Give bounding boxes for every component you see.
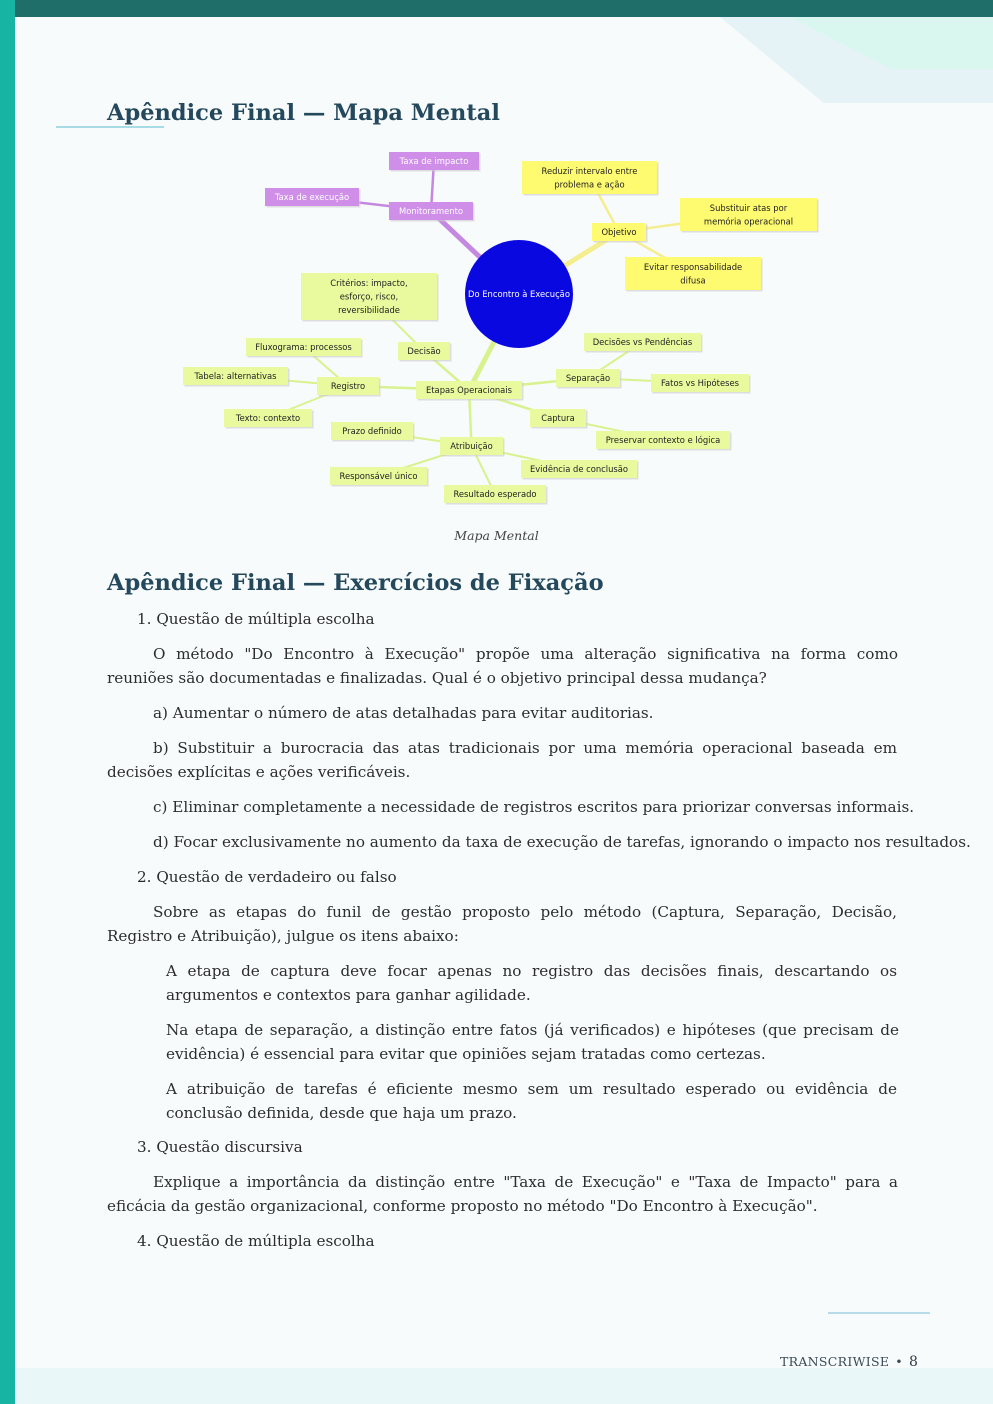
node-fatos-hipoteses bbox=[651, 374, 751, 394]
node-responsavel-unico-label: Responsável único bbox=[339, 471, 418, 481]
node-reduzir-intervalo bbox=[522, 161, 659, 196]
node-evidencia-conclusao bbox=[521, 460, 639, 480]
node-registro-label: Registro bbox=[330, 381, 366, 391]
node-tabela bbox=[183, 367, 290, 387]
node-resultado-esperado-label: Resultado esperado bbox=[453, 489, 537, 499]
node-resultado-esperado bbox=[444, 485, 548, 505]
top-bar bbox=[0, 0, 993, 17]
node-captura bbox=[530, 409, 588, 429]
node-monitoramento-label: Monitoramento bbox=[399, 206, 463, 216]
node-center-label: Do Encontro à Execução bbox=[468, 289, 570, 299]
node-evitar-responsabilidade bbox=[625, 257, 763, 292]
node-objetivo bbox=[592, 223, 648, 243]
heading-exercises: Apêndice Final — Exercícios de Fixação bbox=[107, 570, 604, 596]
footer-separator: • bbox=[895, 1354, 903, 1369]
q1-option-d: d) Focar exclusivamente no aumento da taxa de execução de tarefas, ignorando o impacto nos resultados. bbox=[153, 833, 971, 851]
node-substituir-atas bbox=[680, 198, 819, 233]
node-evidencia-conclusao-label: Evidência de conclusão bbox=[529, 464, 629, 474]
bottom-band bbox=[15, 1368, 993, 1404]
node-reduzir-intervalo-label: Reduzir intervalo entre problema e ação bbox=[541, 165, 638, 190]
node-objetivo-label: Objetivo bbox=[601, 227, 637, 237]
node-taxa-execucao bbox=[265, 188, 361, 208]
mind-map-caption: Mapa Mental bbox=[454, 528, 539, 543]
q2-item-2: Na etapa de separação, a distinção entre fatos (já verificados) e hipóteses (que precisam de evidência) é essencial para evitar que opiniões sejam tratadas como certezas. bbox=[166, 1021, 899, 1063]
heading-underline bbox=[56, 126, 164, 128]
node-decisoes-pendencias bbox=[584, 333, 703, 353]
node-decisoes-pendencias-label: Decisões vs Pendências bbox=[592, 337, 693, 347]
node-preservar-contexto bbox=[596, 431, 732, 451]
node-criterios bbox=[301, 273, 439, 322]
node-preservar-contexto-label: Preservar contexto e lógica bbox=[605, 435, 721, 445]
node-separacao-label: Separação bbox=[565, 373, 611, 383]
node-atribuicao-label: Atribuição bbox=[450, 441, 493, 451]
q4-title: 4. Questão de múltipla escolha bbox=[137, 1232, 375, 1250]
node-atribuicao bbox=[440, 437, 505, 457]
q3-body: Explique a importância da distinção entre "Taxa de Execução" e "Taxa de Impacto" para a eficácia da gestão organizacional, conforme proposto no método "Do Encontro à Execução". bbox=[107, 1173, 898, 1215]
node-monitoramento bbox=[389, 202, 475, 222]
q1-option-b: b) Substituir a burocracia das atas tradicionais por uma memória operacional baseada em decisões explícitas e ações verificáveis. bbox=[107, 739, 897, 781]
node-fluxograma-label: Fluxograma: processos bbox=[255, 342, 352, 352]
node-taxa-execucao-label: Taxa de execução bbox=[274, 192, 350, 202]
node-evitar-responsabilidade-label: Evitar responsabilidade difusa bbox=[643, 261, 743, 286]
page-number: 8 bbox=[908, 1354, 919, 1370]
left-accent-bar bbox=[0, 0, 15, 1404]
node-decisao-label: Decisão bbox=[407, 346, 441, 356]
node-captura-label: Captura bbox=[541, 413, 575, 423]
mind-map bbox=[180, 150, 820, 510]
node-tabela-label: Tabela: alternativas bbox=[194, 371, 277, 381]
footer-line bbox=[828, 1312, 930, 1314]
q1-body: O método "Do Encontro à Execução" propõe uma alteração significativa na forma como reuniões são documentadas e finalizadas. Qual é o objetivo principal dessa mudança? bbox=[107, 645, 898, 687]
node-etapas-operacionais-label: Etapas Operacionais bbox=[425, 385, 513, 395]
q2-item-1: A etapa de captura deve focar apenas no registro das decisões finais, descartando os argumentos e contextos para ganhar agilidade. bbox=[166, 962, 897, 1004]
q1-title: 1. Questão de múltipla escolha bbox=[137, 610, 375, 628]
node-prazo-definido-label: Prazo definido bbox=[342, 426, 402, 436]
q1-option-a: a) Aumentar o número de atas detalhadas para evitar auditorias. bbox=[153, 704, 654, 722]
footer-brand: TRANSCRIWISE bbox=[780, 1354, 890, 1369]
heading-mind-map: Apêndice Final — Mapa Mental bbox=[107, 100, 500, 126]
node-responsavel-unico bbox=[330, 467, 429, 487]
node-registro bbox=[317, 377, 381, 397]
footer bbox=[780, 1354, 918, 1370]
node-etapas-operacionais bbox=[416, 381, 524, 401]
q2-item-3: A atribuição de tarefas é eficiente mesmo sem um resultado esperado ou evidência de conclusão definida, desde que haja um prazo. bbox=[166, 1080, 897, 1122]
node-taxa-impacto-label: Taxa de impacto bbox=[399, 156, 469, 166]
q2-title: 2. Questão de verdadeiro ou falso bbox=[137, 868, 397, 886]
node-criterios-label: Critérios: impacto, esforço, risco, reversibilidade bbox=[330, 278, 408, 315]
node-prazo-definido bbox=[331, 422, 415, 442]
q1-option-c: c) Eliminar completamente a necessidade de registros escritos para priorizar conversas informais. bbox=[153, 798, 915, 816]
node-fluxograma bbox=[246, 338, 363, 358]
node-texto-contexto-label: Texto: contexto bbox=[235, 413, 301, 423]
node-taxa-impacto bbox=[389, 152, 481, 172]
node-decisao bbox=[398, 342, 452, 362]
q3-title: 3. Questão discursiva bbox=[137, 1138, 303, 1156]
q2-body: Sobre as etapas do funil de gestão proposto pelo método (Captura, Separação, Decisão, Registro e Atribuição), julgue os itens abaixo: bbox=[107, 903, 897, 945]
node-fatos-hipoteses-label: Fatos vs Hipóteses bbox=[661, 378, 739, 388]
node-substituir-atas-label: Substituir atas por memória operacional bbox=[703, 202, 794, 227]
node-texto-contexto bbox=[224, 409, 314, 429]
node-separacao bbox=[556, 369, 622, 389]
